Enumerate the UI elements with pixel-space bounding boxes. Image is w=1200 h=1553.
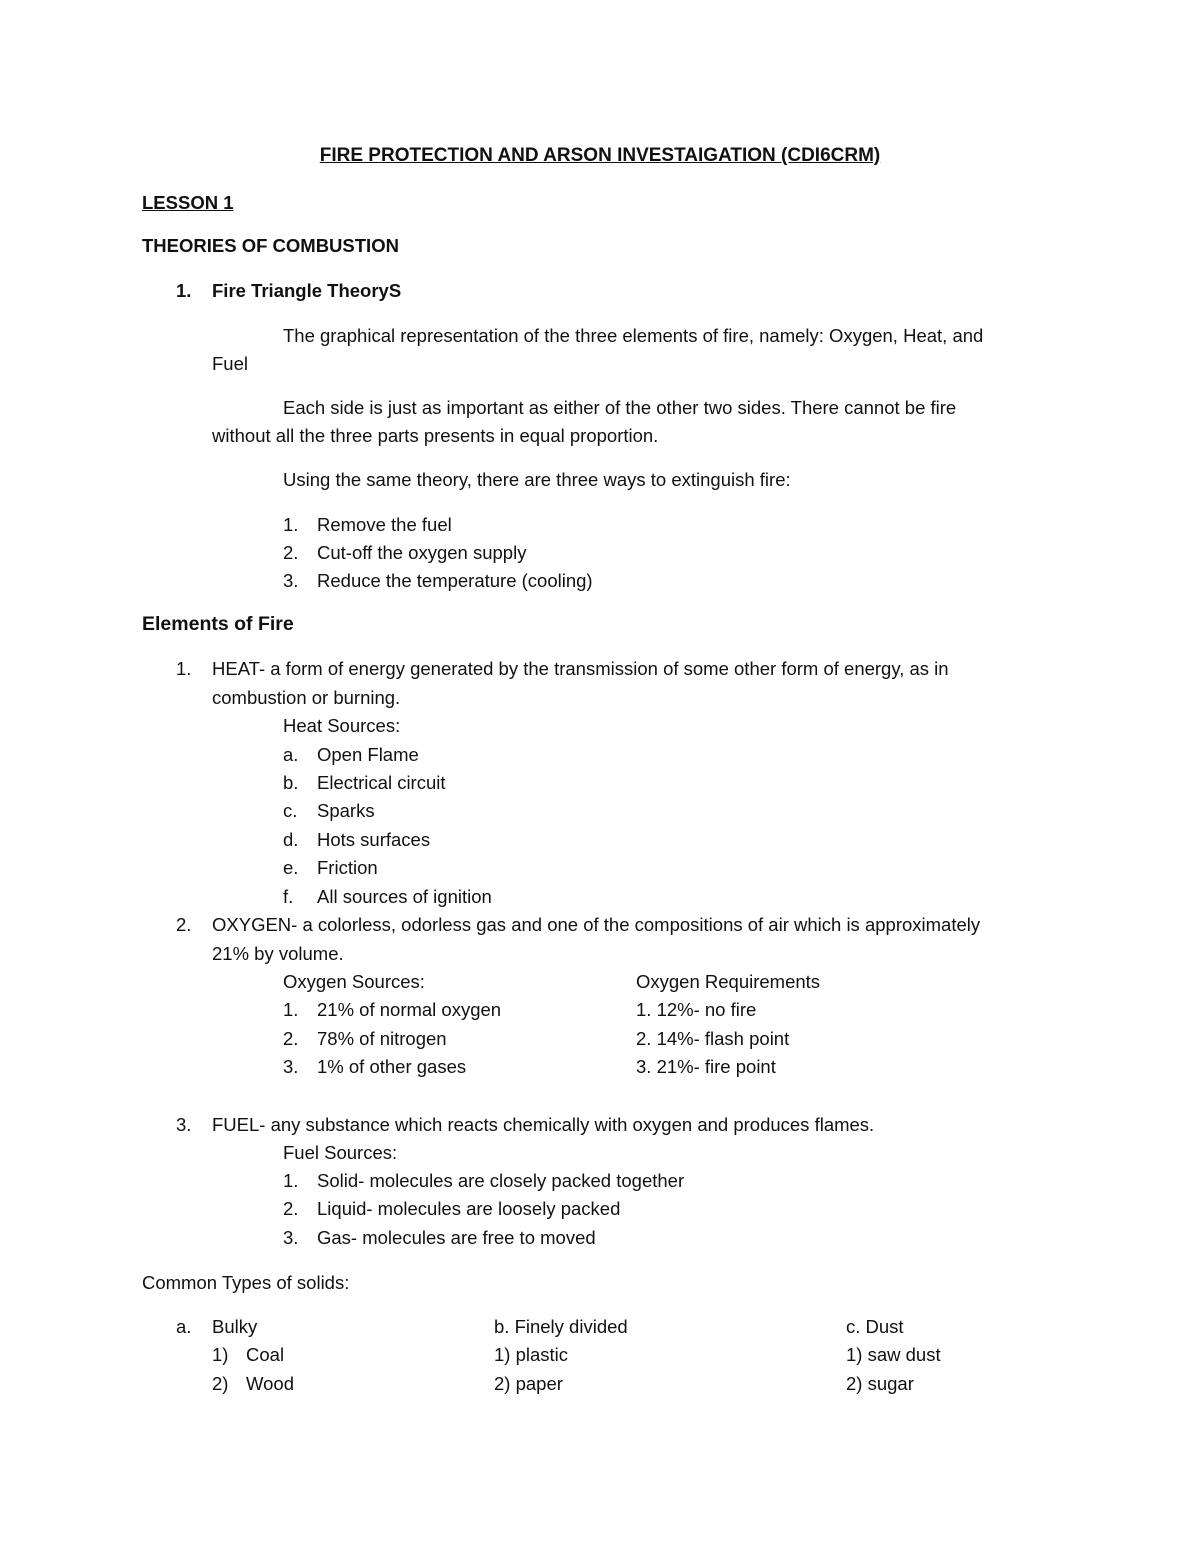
theory-para2-line1: Each side is just as important as either of the other two sides. There cannot be fire (283, 397, 957, 418)
list-item-letter: a. (283, 744, 299, 765)
list-item: Friction (317, 857, 378, 878)
elements-heading: Elements of Fire (142, 613, 294, 635)
list-item: Remove the fuel (317, 514, 452, 535)
list-item: Electrical circuit (317, 772, 446, 793)
list-item: 21% of normal oxygen (317, 999, 502, 1020)
list-item: 2) paper (494, 1373, 563, 1394)
oxygen-sources-label: Oxygen Sources: (283, 971, 425, 992)
heat-sources-label: Heat Sources: (283, 715, 401, 736)
theory-para3: Using the same theory, there are three ways to extinguish fire: (283, 469, 791, 490)
list-item-letter: c. (283, 800, 298, 821)
list-item-number: 3. (283, 1227, 299, 1248)
list-item-number: 3. (283, 570, 299, 591)
oxygen-number: 2. (176, 914, 192, 935)
list-item: 1) plastic (494, 1344, 569, 1365)
column-label: c. Dust (846, 1316, 904, 1337)
theory-name: Fire Triangle TheoryS (212, 280, 402, 301)
lesson-label: LESSON 1 (142, 192, 234, 213)
list-item: Open Flame (317, 744, 419, 765)
list-item-number: 1. (283, 514, 299, 535)
list-item-number: 1. (283, 999, 299, 1020)
solids-heading: Common Types of solids: (142, 1272, 350, 1293)
list-item: Coal (246, 1344, 285, 1365)
document-title: FIRE PROTECTION AND ARSON INVESTAIGATION (CDI6CRM) (319, 145, 881, 166)
oxygen-requirements-label: Oxygen Requirements (636, 971, 821, 992)
list-item: 1. 12%- no fire (636, 999, 757, 1020)
fuel-number: 3. (176, 1114, 192, 1135)
list-item: Hots surfaces (317, 829, 431, 850)
list-item: Cut-off the oxygen supply (317, 542, 527, 563)
list-item-number: 3. (283, 1056, 299, 1077)
list-item: 2) sugar (846, 1373, 914, 1394)
theory-para1-line1: The graphical representation of the three elements of fire, namely: Oxygen, Heat, and (283, 325, 984, 346)
list-item-letter: f. (283, 886, 294, 907)
list-item: All sources of ignition (317, 886, 492, 907)
section-heading: THEORIES OF COMBUSTION (142, 235, 399, 256)
theory-para2-line2: without all the three parts presents in equal proportion. (212, 425, 659, 446)
column-label: b. Finely divided (494, 1316, 628, 1337)
list-item: Gas- molecules are free to moved (317, 1227, 596, 1248)
list-item: 3. 21%- fire point (636, 1056, 776, 1077)
fuel-sources-label: Fuel Sources: (283, 1142, 398, 1163)
list-item-letter: b. (283, 772, 299, 793)
list-item: 1) saw dust (846, 1344, 941, 1365)
fuel-line1: FUEL- any substance which reacts chemically with oxygen and produces flames. (212, 1114, 875, 1135)
heat-line1: HEAT- a form of energy generated by the transmission of some other form of energy, as in (212, 658, 949, 679)
list-item-number: 1) (212, 1344, 229, 1365)
list-item: Liquid- molecules are loosely packed (317, 1198, 621, 1219)
heat-number: 1. (176, 658, 192, 679)
oxygen-line2: 21% by volume. (212, 943, 344, 964)
oxygen-line1: OXYGEN- a colorless, odorless gas and one of the compositions of air which is approximately (212, 914, 981, 935)
list-item: Wood (246, 1373, 294, 1394)
theory-para1-line2: Fuel (212, 353, 248, 374)
list-item-number: 2. (283, 1028, 299, 1049)
list-item: 1% of other gases (317, 1056, 467, 1077)
theory-number: 1. (176, 280, 192, 301)
column-letter: a. (176, 1316, 192, 1337)
heat-line2: combustion or burning. (212, 687, 401, 708)
list-item: Sparks (317, 800, 375, 821)
list-item-letter: e. (283, 857, 299, 878)
column-label: Bulky (212, 1316, 258, 1337)
list-item: 78% of nitrogen (317, 1028, 447, 1049)
list-item-number: 2) (212, 1373, 229, 1394)
list-item: Reduce the temperature (cooling) (317, 570, 593, 591)
list-item: 2. 14%- flash point (636, 1028, 790, 1049)
list-item-number: 1. (283, 1170, 299, 1191)
list-item-number: 2. (283, 1198, 299, 1219)
list-item-number: 2. (283, 542, 299, 563)
list-item-letter: d. (283, 829, 299, 850)
list-item: Solid- molecules are closely packed together (317, 1170, 685, 1191)
